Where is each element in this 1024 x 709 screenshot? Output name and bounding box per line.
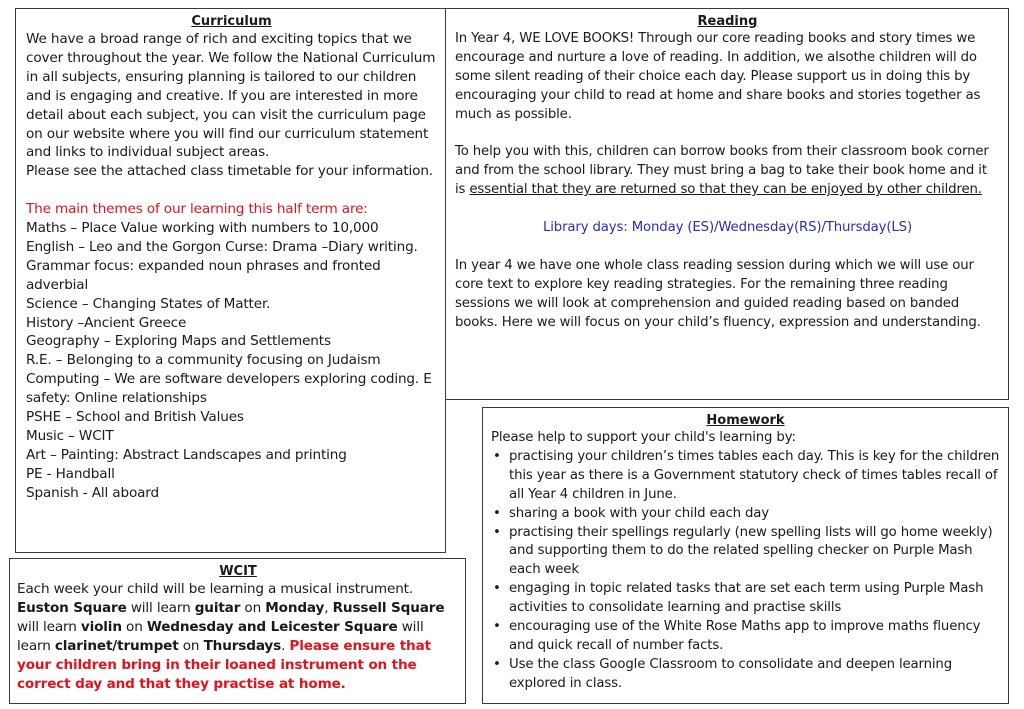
curriculum-title: Curriculum: [191, 14, 272, 29]
bullet-icon: •: [493, 619, 501, 635]
homework-item-text: engaging in topic related tasks that are set each term using Purple Mash activities to consolidate learning and practise skills: [509, 581, 984, 616]
curriculum-timetable-note: Please see the attached class timetable for your information.: [26, 163, 433, 180]
spacer: [26, 181, 437, 200]
wcit-intro: Each week your child will be learning a musical instrument.: [17, 581, 414, 597]
reading-paragraph-1: In Year 4, WE LOVE BOOKS! Through our core reading books and story times we encourage and nurture a love of reading. In addition, we alsothe children will do some silent reading of their choice each day. Please support us in doing this by encouraging your child to read at home and share books and stories together as much as possible.: [455, 31, 981, 122]
wcit-segment: will learn: [17, 619, 81, 635]
homework-item: [491, 448, 1000, 505]
wcit-segment: clarinet/trumpet: [54, 638, 179, 654]
reading-panel: [445, 8, 1009, 400]
bullet-icon: •: [493, 448, 501, 464]
subject-item: Music – WCIT: [26, 428, 114, 445]
homework-item: [491, 505, 1000, 524]
homework-item: [491, 618, 1000, 656]
curriculum-themes-heading: The main themes of our learning this half term are:: [26, 201, 368, 218]
homework-item: [491, 656, 1000, 694]
subject-item: PE - Handball: [26, 465, 115, 482]
spacer: [455, 238, 1000, 257]
wcit-segment: Thursdays: [203, 638, 282, 654]
subject-item: Science – Changing States of Matter.: [26, 295, 271, 312]
bullet-icon: •: [493, 505, 501, 521]
subject-item: Art – Painting: Abstract Landscapes and printing: [26, 446, 347, 463]
subject-item: PSHE – School and British Values: [26, 409, 244, 426]
library-days: Library days: Monday (ES)/Wednesday(RS)/Thursday(LS): [543, 220, 912, 236]
wcit-segment: Euston Square: [17, 600, 127, 616]
wcit-segment: Wednesday and Leicester Square: [146, 619, 398, 635]
wcit-panel: [9, 558, 466, 704]
homework-item-text: practising your children’s times tables each day. This is key for the children this year as there is a Government statutory check of times tables recall of all Year 4 children in June.: [509, 448, 1000, 502]
bullet-icon: •: [493, 581, 501, 597]
reading-paragraph-2: [455, 143, 1000, 200]
wcit-segment: violin: [80, 619, 122, 635]
wcit-schedule: [17, 599, 459, 694]
subject-item: Spanish - All aboard: [26, 484, 159, 501]
subject-item: History –Ancient Greece: [26, 314, 187, 331]
subject-item: R.E. – Belonging to a community focusing on Judaism: [26, 352, 381, 369]
wcit-segment: will learn: [126, 600, 195, 616]
wcit-segment: .: [281, 638, 290, 654]
wcit-title: WCIT: [219, 564, 257, 579]
reading-paragraph-2-text: To help you with this, children can borrow books from their classroom book corner and from the school library. They must bring a bag to take their book home and it is: [455, 144, 989, 198]
homework-list: [491, 448, 1000, 694]
spacer: [455, 125, 1000, 144]
reading-title: Reading: [697, 14, 758, 29]
wcit-segment: Monday: [265, 600, 325, 616]
spacer: [455, 200, 1000, 219]
homework-panel: [482, 407, 1009, 704]
wcit-segment: on: [121, 619, 147, 635]
curriculum-intro: We have a broad range of rich and exciting topics that we cover throughout the year. We follow the National Curriculum in all subjects, ensuring planning is tailored to our children and is engaging and creative. If you are interested in more detail about each subject, you can visit the curriculum page on our website where you will find our curriculum statement and links to individual subject areas.: [26, 31, 436, 161]
reading-paragraph-3: In year 4 we have one whole class reading session during which we will use our core text to explore key reading strategies. For the remaining three reading sessions we will look at comprehension and guided reading based on banded books. Here we will focus on your child’s fluency, expression and understanding.: [455, 257, 981, 330]
homework-item-text: sharing a book with your child each day: [509, 505, 770, 521]
wcit-segment: guitar: [194, 600, 241, 616]
wcit-segment: on: [178, 638, 204, 654]
homework-item-text: encouraging use of the White Rose Maths app to improve maths fluency and quick recall of number facts.: [509, 619, 981, 653]
wcit-segment: will learn: [17, 619, 424, 654]
wcit-instrument-reminder: Please ensure that your children bring in their loaned instrument on the correct day and that they practise at home.: [17, 638, 431, 692]
curriculum-subject-list: [26, 219, 437, 503]
wcit-segment: ,: [324, 600, 333, 616]
homework-item-text: Use the class Google Classroom to consolidate and deepen learning explored in class.: [509, 656, 953, 691]
homework-intro: Please help to support your child's learning by:: [491, 430, 796, 445]
homework-item: [491, 524, 1000, 581]
subject-item: English – Leo and the Gorgon Curse: Drama –Diary writing. Grammar focus: expanded noun phrases and fronted adverbial: [26, 238, 418, 293]
curriculum-panel: [15, 8, 446, 553]
reading-return-notice: essential that they are returned so that they can be enjoyed by other children.: [469, 182, 982, 198]
wcit-segment: Russell Square: [332, 600, 445, 616]
homework-title: Homework: [706, 413, 785, 428]
homework-item: [491, 580, 1000, 618]
subject-item: Geography – Exploring Maps and Settlements: [26, 333, 331, 350]
wcit-segment: on: [240, 600, 266, 616]
bullet-icon: •: [493, 656, 501, 672]
subject-item: Computing – We are software developers exploring coding. E safety: Online relationships: [26, 371, 432, 407]
bullet-icon: •: [493, 524, 501, 540]
subject-item: Maths – Place Value working with numbers to 10,000: [26, 220, 379, 237]
homework-item-text: practising their spellings regularly (new spelling lists will go home weekly) and supporting them to do the related spelling checker on Purple Mash each week: [509, 524, 993, 578]
